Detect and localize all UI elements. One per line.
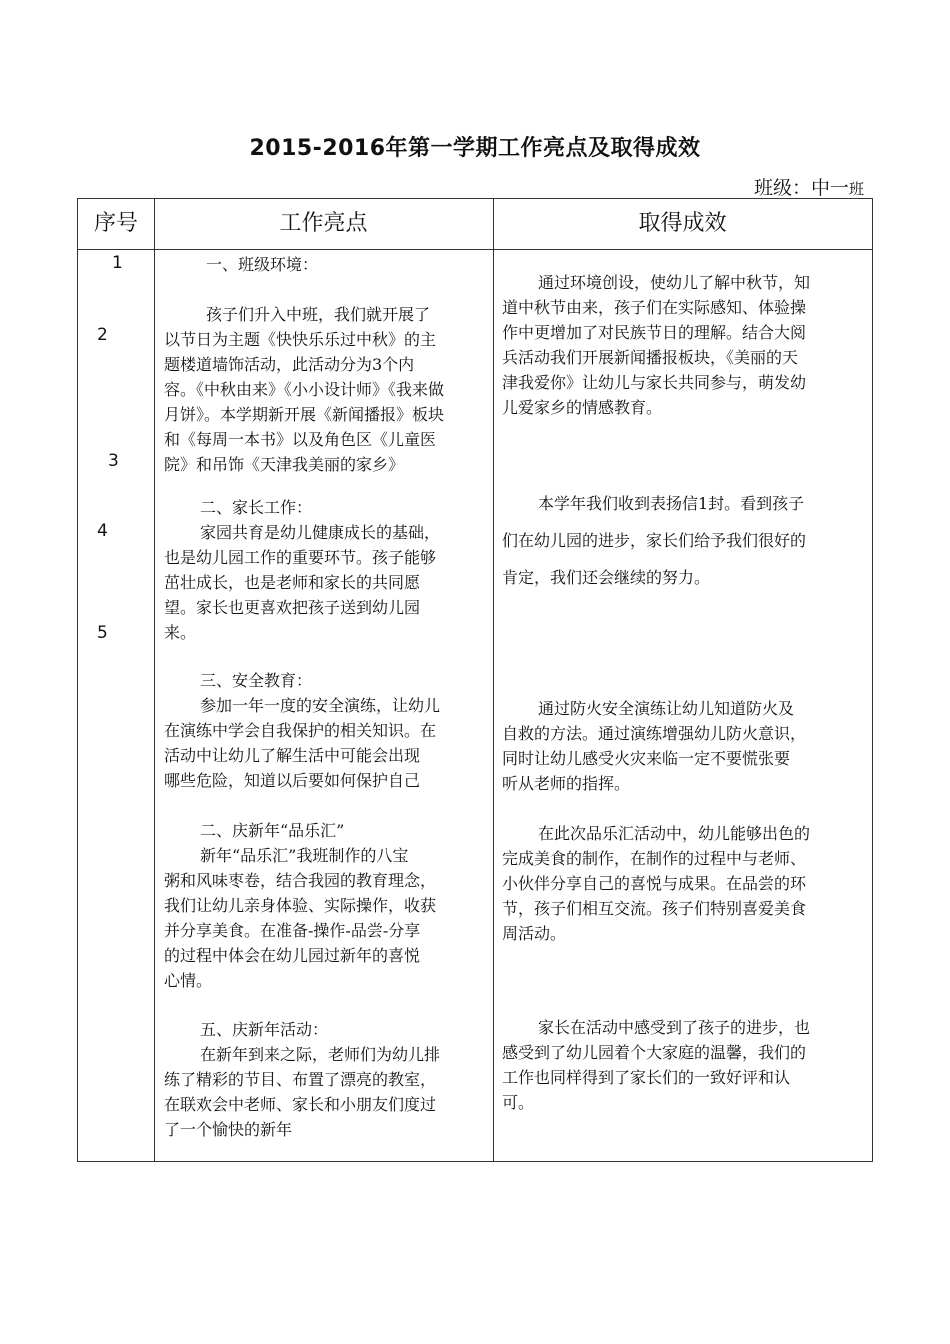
highlight-line: 粥和风味枣卷，结合我园的教育理念， [164,871,437,890]
highlight-line: 题楼道墙饰活动，此活动分为3个内 [164,355,415,374]
column-divider [154,199,155,1161]
highlight-line: 我们让幼儿亲身体验、实际操作，收获 [164,896,437,915]
class-label [754,173,864,200]
result-line: 作中更增加了对民族节日的理解。结合大阅 [502,323,807,342]
highlight-line: 哪些危险，知道以后要如何保护自己 [164,771,421,790]
result-food-festival [502,821,866,946]
result-line: 儿爱家乡的情感教育。 [502,398,663,417]
result-safety [502,696,866,796]
highlight-line: 在新年到来之际，老师们为幼儿排 [200,1045,441,1064]
highlight-line: 新年“品乐汇”我班制作的八宝 [200,846,409,865]
result-line: 们在幼儿园的进步，家长们给予我们很好的 [502,531,807,550]
highlight-line: 活动中让幼儿了解生活中可能会出现 [164,746,421,765]
highlight-new-year [164,1017,486,1142]
result-new-year [502,1015,866,1115]
highlight-line: 在联欢会中老师、家长和小朋友们度过 [164,1095,437,1114]
row-number: 4 [97,521,108,541]
result-line: 听从老师的指挥。 [502,774,631,793]
result-line: 兵活动我们开展新闻播报板块，《美丽的天 [502,348,799,367]
row-number: 2 [97,325,108,345]
highlight-line: 并分享美食。在准备-操作-品尝-分享 [164,921,421,940]
page-title: 2015-2016年第一学期工作亮点及取得成效 [249,136,701,161]
result-line: 完成美食的制作，在制作的过程中与老师、 [502,849,807,868]
row-number: 3 [108,451,119,471]
header-index: 序号 [93,211,138,236]
result-line: 通过防火安全演练让幼儿知道防火及 [538,699,795,718]
result-line: 通过环境创设，使幼儿了解中秋节，知 [538,273,811,292]
header-results: 取得成效 [638,211,727,236]
result-line: 肯定，我们还会继续的努力。 [502,568,711,587]
highlight-line: 的过程中体会在幼儿园过新年的喜悦 [164,946,421,965]
result-parents [502,485,866,596]
highlight-safety [164,668,486,793]
class-label-suffix: 班 [848,180,864,198]
highlight-line: 练了精彩的节目、布置了漂亮的教室， [164,1070,437,1089]
result-line: 同时让幼儿感受火灾来临一定不要慌张要 [502,749,791,768]
highlight-line: 参加一年一度的安全演练，让幼儿 [200,696,441,715]
highlight-line: 以节日为主题《快快乐乐过中秋》的主 [164,330,437,349]
highlight-heading: 五、庆新年活动： [200,1020,329,1039]
highlight-parents [164,495,486,645]
highlight-line: 家园共育是幼儿健康成长的基础， [200,523,441,542]
highlight-line: 也是幼儿园工作的重要环节。孩子能够 [164,548,437,567]
class-label-text: 班级：中一 [753,177,849,199]
highlight-line: 心情。 [164,971,213,990]
highlight-line: 茁壮成长，也是老师和家长的共同愿 [164,573,421,592]
result-line: 工作也同样得到了家长们的一致好评和认 [502,1068,791,1087]
highlight-heading: 二、家长工作： [200,498,313,517]
highlight-line: 来。 [164,623,197,642]
row-number: 5 [97,623,108,643]
highlight-heading: 三、安全教育： [200,671,313,690]
result-line: 周活动。 [502,924,567,943]
highlight-heading: 一、班级环境： [206,255,319,274]
result-line: 本学年我们收到表扬信1封。看到孩子 [538,494,805,513]
row-number: 1 [112,253,123,273]
result-line: 津我爱你》让幼儿与家长共同参与，萌发幼 [502,373,807,392]
result-line: 小伙伴分享自己的喜悦与成果。在品尝的环 [502,874,807,893]
highlight-line: 望。家长也更喜欢把孩子送到幼儿园 [164,598,421,617]
result-line: 家长在活动中感受到了孩子的进步，也 [538,1018,811,1037]
result-environment [502,270,866,420]
result-line: 在此次品乐汇活动中，幼儿能够出色的 [538,824,811,843]
highlight-line: 容。《中秋由来》《小小设计师》《我来做 [164,380,445,399]
result-line: 道中秋节由来，孩子们在实际感知、体验操 [502,298,807,317]
result-line: 自救的方法。通过演练增强幼儿防火意识， [502,724,807,743]
highlight-line: 院》和吊饰《天津我美丽的家乡》 [164,455,405,474]
header-divider [78,249,872,250]
highlight-line: 和《每周一本书》以及角色区《儿童医 [164,430,437,449]
result-line: 节，孩子们相互交流。孩子们特别喜爱美食 [502,899,807,918]
highlight-line: 月饼》。本学期新开展《新闻播报》板块 [164,405,445,424]
header-highlights: 工作亮点 [279,211,368,236]
result-line: 可。 [502,1093,535,1112]
highlight-heading: 二、庆新年“品乐汇” [200,821,345,840]
highlight-environment [164,252,486,477]
column-divider [493,199,494,1161]
highlight-food-festival [164,818,486,993]
result-line: 感受到了幼儿园着个大家庭的温馨，我们的 [502,1043,807,1062]
highlight-line: 在演练中学会自我保护的相关知识。在 [164,721,437,740]
highlight-line: 了一个愉快的新年 [164,1120,293,1139]
highlight-line: 孩子们升入中班，我们就开展了 [206,305,431,324]
